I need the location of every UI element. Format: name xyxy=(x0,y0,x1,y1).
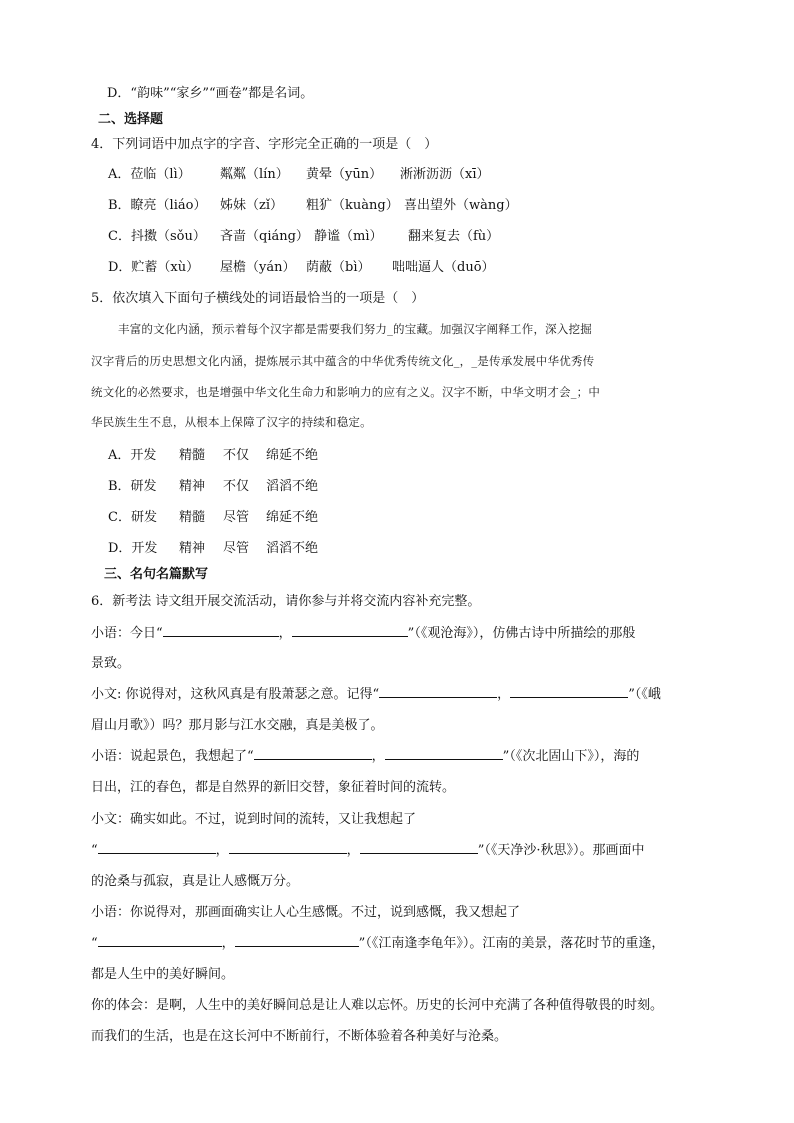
answer-blank[interactable] xyxy=(229,852,347,854)
q5-passage-line-1: 丰富的文化内涵，预示着每个汉字都是需要我们努力_的宝藏。加强汉字阐释工作，深入挖掘 xyxy=(118,322,592,336)
answer-blank[interactable] xyxy=(254,758,372,760)
q5-stem: 5．依次填入下面句子横线处的词语最恰当的一项是（ ） xyxy=(91,291,425,306)
q4-stem: 4．下列词语中加点字的字音、字形完全正确的一项是（ ） xyxy=(91,137,438,152)
q6-line-8: “ ， ， ”（《天净沙·秋思》）。那画面中 xyxy=(91,843,645,858)
q5-passage-line-2: 汉字背后的历史思想文化内涵，提炼展示其中蕴含的中华优秀传统文化_，_是传承发展中华优秀传 xyxy=(91,354,595,368)
answer-blank[interactable] xyxy=(379,696,497,698)
q5-passage-line-3: 统文化的必然要求，也是增强中华文化生命力和影响力的应有之义。汉字不断，中华文明才会_；中 xyxy=(91,385,601,399)
q5-option-d: D．开发 精神 尽管 滔滔不绝 xyxy=(108,541,319,556)
q4-option-b: B．瞭亮（liáo） 姊妹（zǐ） 粗犷（kuàng） 喜出望外（wàng） xyxy=(108,198,518,213)
answer-blank[interactable] xyxy=(235,945,359,947)
q4-option-c: C．抖擞（sǒu） 吝啬（qiáng） 静谧（mì） 翻来复去（fù） xyxy=(108,229,500,244)
answer-blank[interactable] xyxy=(292,635,408,637)
answer-blank[interactable] xyxy=(98,945,222,947)
answer-blank[interactable] xyxy=(510,696,628,698)
q6-line-3: 小文: 你说得对，这秋风真是有股萧瑟之意。记得“ ， ”（《峨 xyxy=(91,687,661,702)
q6-line-10: 小语：你说得对，那画面确实让人心生感慨。不过，说到感慨，我又想起了 xyxy=(91,905,521,920)
q5-option-c: C．研发 精髓 尽管 绵延不绝 xyxy=(108,510,319,525)
q6-line-11: “ ， ”（《江南逢李龟年》）。江南的美景，落花时节的重逢， xyxy=(91,936,665,951)
q6-stem: 6．新考法 诗文组开展交流活动，请你参与并将交流内容补充完整。 xyxy=(91,594,481,609)
q5-option-b: B．研发 精神 不仅 滔滔不绝 xyxy=(108,479,319,494)
q6-line-13: 你的体会：是啊，人生中的美好瞬间总是让人难以忘怀。历史的长河中充满了各种值得敬畏的时刻。 xyxy=(91,998,664,1013)
answer-blank[interactable] xyxy=(98,852,216,854)
q6-line-4: 眉山月歌》）吗？那月影与江水交融，真是美极了。 xyxy=(91,718,384,733)
q3-option-d: D．“韵味”“家乡”“画卷”都是名词。 xyxy=(107,86,314,101)
q6-line-2: 景致。 xyxy=(91,656,131,671)
q4-option-a: A．莅临（lì） 粼粼（lín） 黄晕（yūn） 淅淅沥沥（xī） xyxy=(108,167,490,182)
q6-line-14: 而我们的生活，也是在这长河中不断前行，不断体验着各种美好与沧桑。 xyxy=(91,1029,508,1044)
q6-line-12: 都是人生中的美好瞬间。 xyxy=(91,967,235,982)
section-3-heading: 三、名句名篇默写 xyxy=(104,567,209,582)
q6-line-7: 小文：确实如此。不过，说到时间的流转，又让我想起了 xyxy=(91,812,417,827)
q6-line-5: 小语：说起景色，我想起了“ ， ”（《次北固山下》），海的 xyxy=(91,749,640,764)
answer-blank[interactable] xyxy=(163,635,279,637)
q6-line-6: 日出，江的春色，都是自然界的新旧交替，象征着时间的流转。 xyxy=(91,780,456,795)
answer-blank[interactable] xyxy=(360,852,478,854)
q5-passage-line-4: 华民族生生不息，从根本上保障了汉字的持续和稳定。 xyxy=(91,415,372,429)
q6-line-1: 小语：今日“ ， ”（《观沧海》），仿佛古诗中所描绘的那般 xyxy=(91,626,636,641)
q5-option-a: A．开发 精髓 不仅 绵延不绝 xyxy=(108,448,319,463)
q4-option-d: D．贮蓄（xù） 屋檐（yán） 荫蔽（bì） 咄咄逼人（duō） xyxy=(108,260,495,275)
answer-blank[interactable] xyxy=(385,758,503,760)
section-2-heading: 二、选择题 xyxy=(98,112,164,127)
q6-line-9: 的沧桑与孤寂，真是让人感慨万分。 xyxy=(91,874,300,889)
